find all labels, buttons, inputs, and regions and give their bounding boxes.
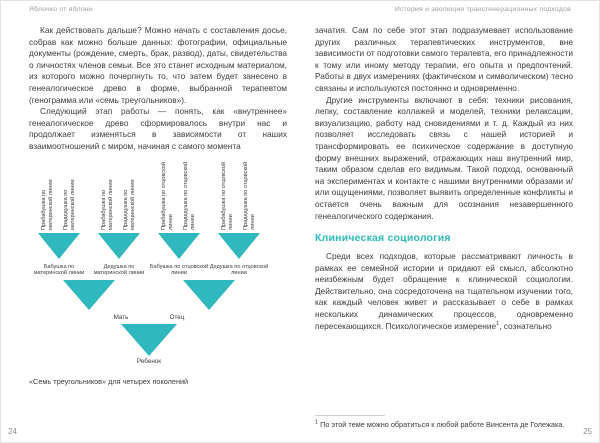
footnote-rule [315,415,385,416]
diagram-column [29,158,89,259]
left-page [29,25,287,432]
right-page-number: 25 [583,427,592,436]
father-label: Отец [169,314,185,322]
body-paragraph: Следующий этап работы — понять, как «внутреннее» генеалогическое древо сформировалось внутри нас и продолжает изменяться в зависимости от наших взаимоотношений с миром, начиная с самого момента [29,106,287,151]
section-heading: Клиническая социология [315,232,451,245]
grandparent-label: Дедушка по отцовской линии [209,263,269,277]
parents-labels-row [29,314,269,322]
diagram-caption: «Семь треугольников» для четырех поколений [29,377,189,387]
right-page [315,25,573,432]
paragraph-text: , сознательно [499,320,552,331]
great-grandparent-label: Прабабушка по отцовской линии [220,161,234,230]
body-paragraph [315,251,573,332]
triangle-child [121,324,177,356]
body-paragraph: зачатия. Сам по себе этот этап подразумевает использование других различных терапевтических инструментов, вне зависимости от подготовки самого терапевта, его принадлежности к тому или иному методу терапии, его опыта и предпочтений. Работы в двух измерениях (фактическом и символическом) тесно связаны и используются постоянно и одновременно. [315,25,573,93]
footnote-number: 1 [315,419,319,426]
seven-triangles-diagram [29,158,269,387]
grandparent-label: Дедушка по материнской линии [93,263,145,277]
left-page-number: 24 [8,427,17,436]
body-paragraph: Как действовать дальше? Можно начать с составления досье, собрав как можно больше данных: фотографии, официальные документы (рождение, смерть, брак, развод), даты, свидетельства о личностях членов семьи. Все это станет исходным материалом, из которого можно почерпнуть то, что затем будет занесено в генеалогическое древо в форме, выбранной терапевтом (генограмма или «семь треугольников»). [29,25,287,105]
grandparents-labels-row [29,264,269,278]
grandparent-label: Бабушка по материнской линии [33,263,85,277]
child-triangle-row [29,324,269,356]
child-label: Ребенок [136,358,162,366]
great-grandparents-row [29,158,269,259]
child-label-row [29,358,269,367]
great-grandparent-label: Прадедушка по отцовской линии [182,161,196,230]
diagram-column [89,158,149,259]
footnote-body: По этой теме можно обратиться к любой работе Винсента де Голежака. [318,420,565,430]
great-grandparent-label: Прабабушка по материнской линии [100,178,114,230]
great-grandparent-label: Прадедушка по отцовской линии [242,161,256,230]
mother-label: Мать [113,314,129,322]
diagram-column [209,158,269,259]
triangle-father [183,280,235,310]
triangle-grandmother-paternal [158,233,200,259]
left-running-head: Яблочко от яблони [29,6,93,13]
great-grandparent-label: Прабабушка по материнской линии [40,178,54,230]
great-grandparent-label: Прабабушка по отцовской линии [160,161,174,230]
triangle-grandfather-maternal [98,233,140,259]
grandparent-label: Бабушка по отцовской линии [149,263,209,277]
great-grandparent-label: Прадедушка по материнской линии [62,178,76,230]
great-grandparent-label: Прадедушка по материнской линии [122,178,136,230]
body-paragraph: Другие инструменты включают в себя: техники рисования, лепку, составление коллажей и моделей, техники релаксации, визуализацию, работу над сновидениями и т. д. Каждый из них позволяет исследовать связь с нашей историей и трансформировать ее психическое содержание в доступную форму внешних выражений, отражающих наш внутренний мир, таким образом сделав его видимым. Такой подход, основанный на экспериментах и контакте с нашими внутренними образами и/или ощущениями, позволяет выявить определенные конфликты и остается очень важным для осознания незавершенного генеалогического содержания. [315,94,573,221]
triangle-mother [63,280,115,310]
footnote-marker: 1 [496,320,500,327]
right-running-head: История и эволюция трансгенерационных подходов [394,6,571,13]
triangle-grandmother-maternal [38,233,80,259]
parents-triangles-row [29,280,269,310]
footnote [315,415,573,430]
paragraph-text: Среди всех подходов, которые рассматривают личность в рамках ее семейной истории и придают ей смысл, абсолютно неизбежным будет обращение к клинической социологии. Действительно, она сосредоточена на тщательном изучении того, как каждый человек живет и рассказывает о себе в рамках нескольких динамических процессов, одновременно пересекающихся. Психологическое измерение [315,251,573,331]
triangle-grandfather-paternal [218,233,260,259]
diagram-column [149,158,209,259]
